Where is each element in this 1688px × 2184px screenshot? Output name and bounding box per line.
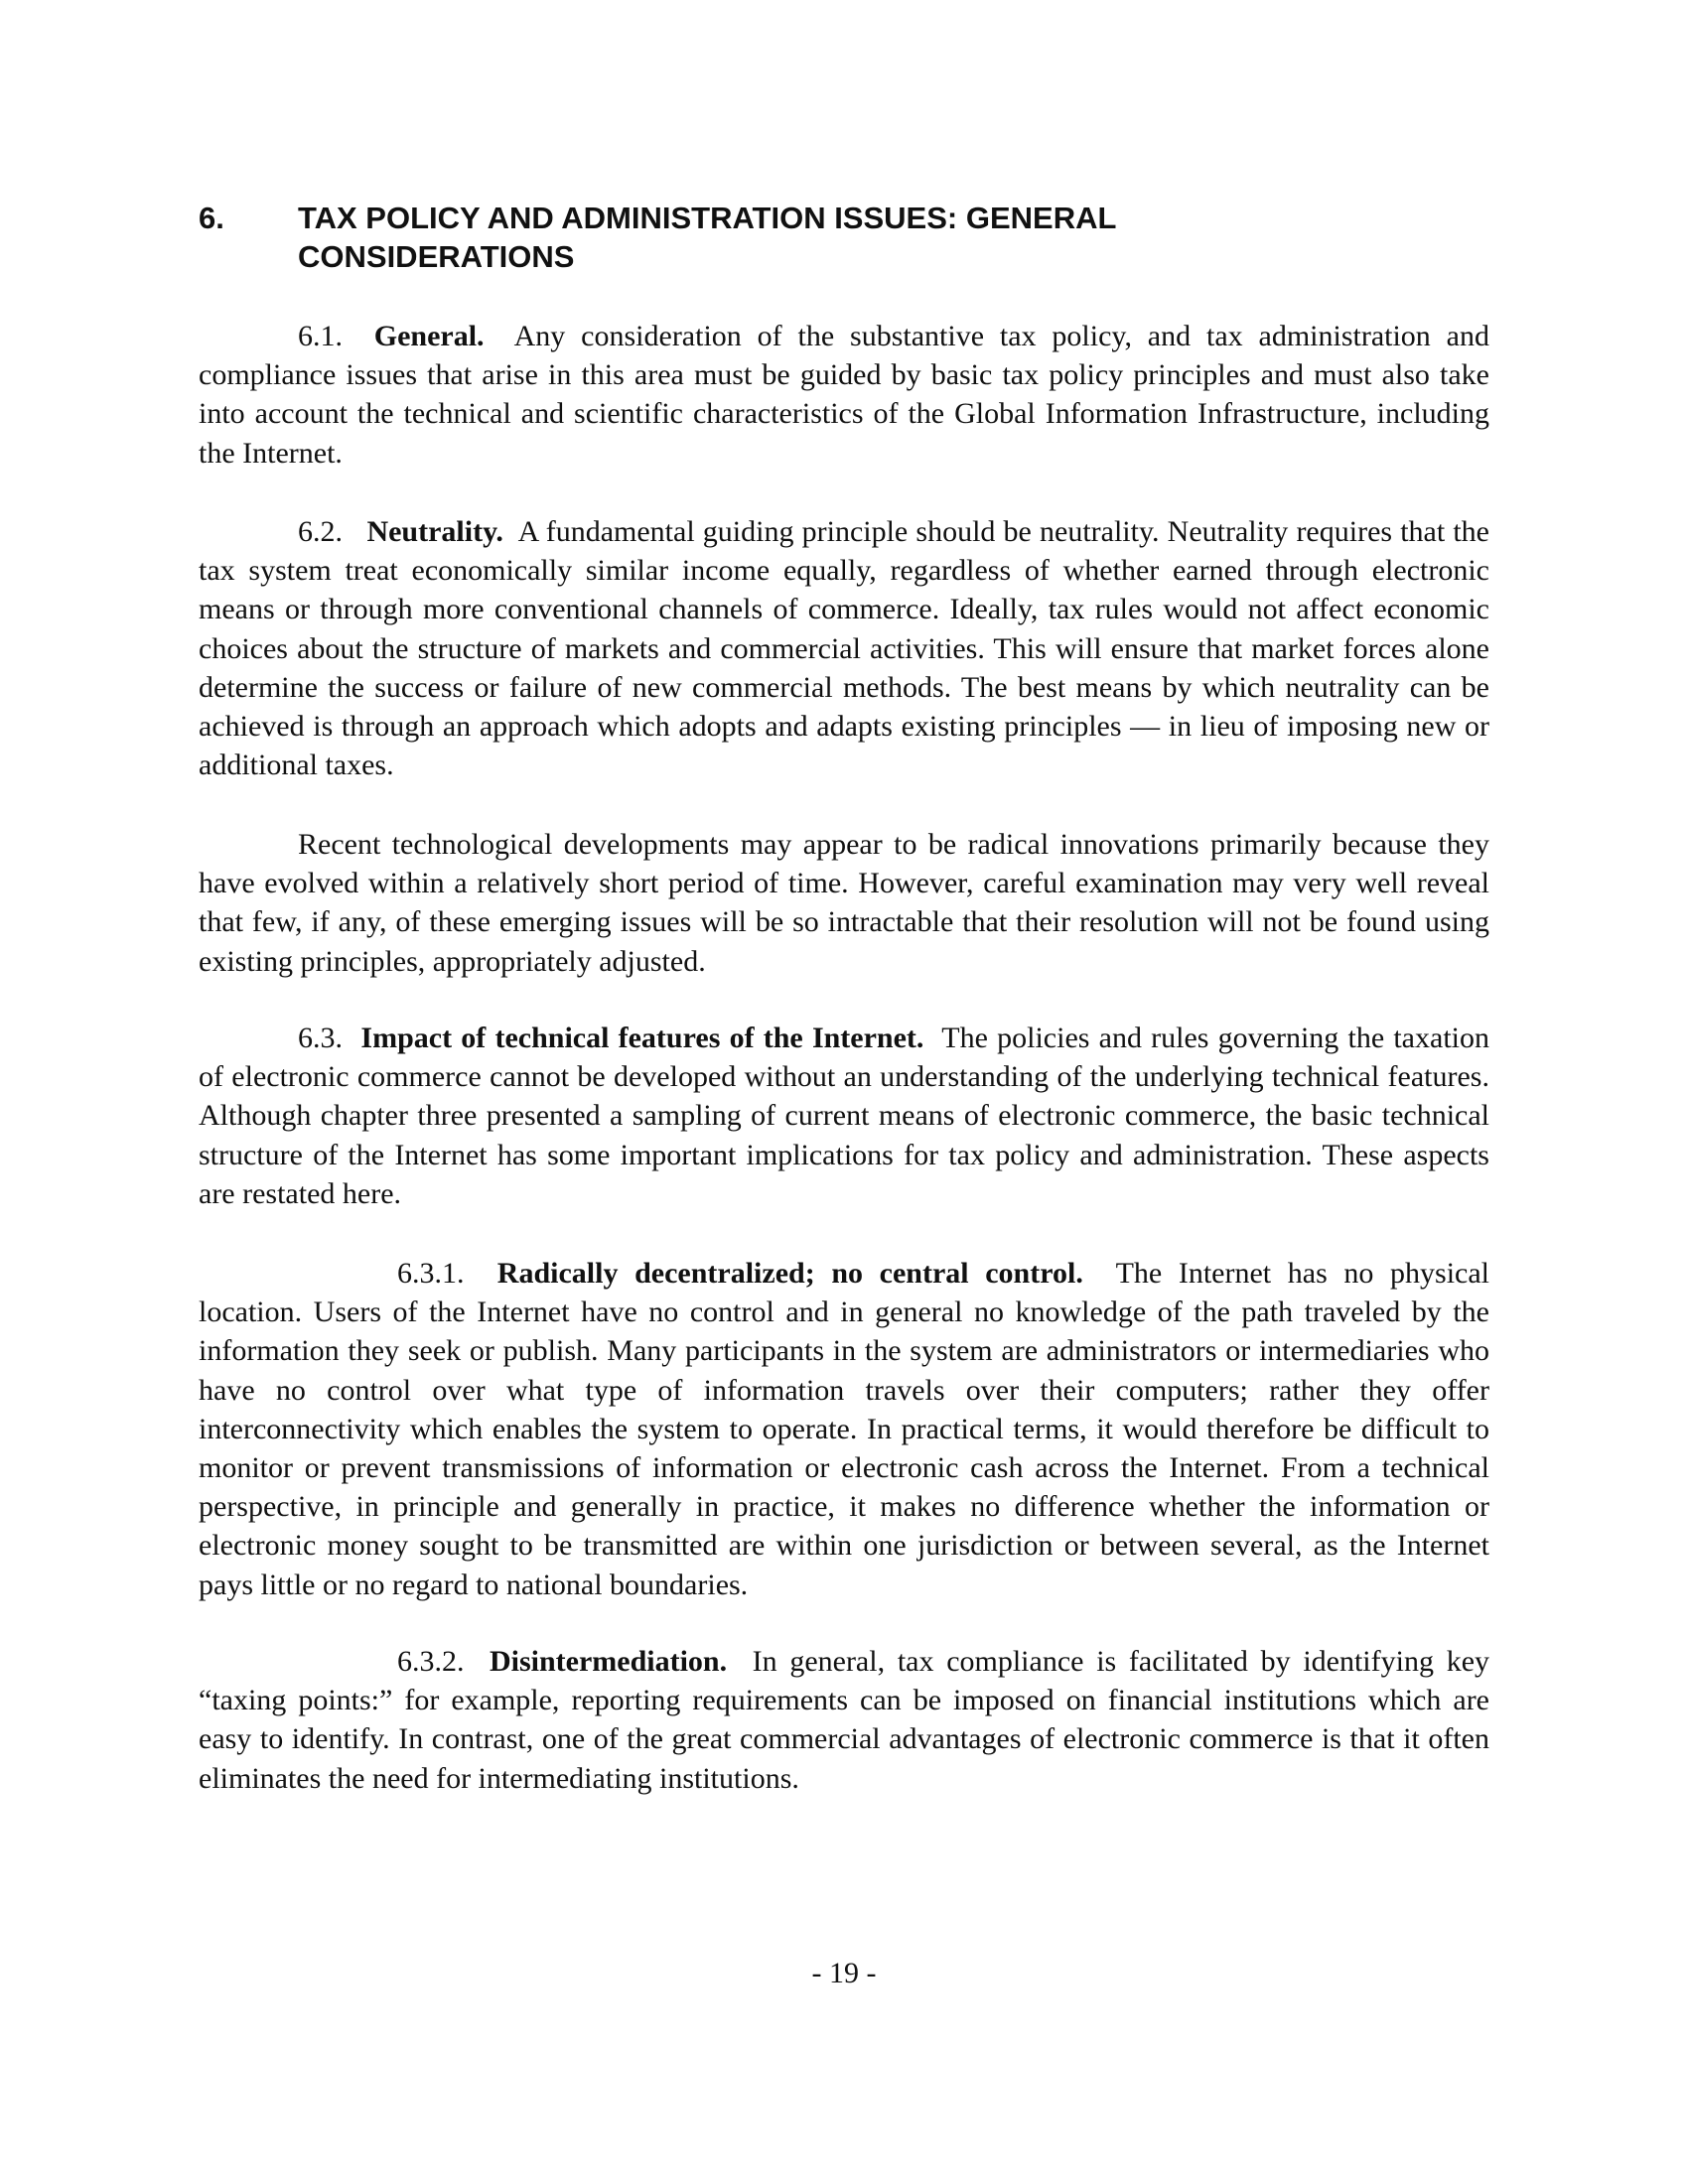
paragraph-text: Any consideration of the substantive tax policy, and tax administration and compliance issues that arise in this area must be guided by basic tax policy principles and must also take into account the technical and scientific characteristics of the Global Information Infrastructure, including the Internet. xyxy=(199,320,1489,470)
paragraph-text: In general, tax compliance is facilitated by identifying key “taxing points:” for example, reporting requirements can be imposed on financial institutions which are easy to identify. In contrast, one of the great commercial advantages of electronic commerce is that it often eliminates the need for intermediating institutions. xyxy=(199,1645,1490,1795)
paragraph-6-3-2 xyxy=(199,1642,1489,1798)
paragraph-number: 6.3.2. xyxy=(397,1645,465,1678)
paragraph-heading: Neutrality. xyxy=(366,515,503,548)
paragraph-number: 6.3. xyxy=(298,1022,343,1054)
section-number: 6. xyxy=(199,201,224,235)
paragraph-heading: Disintermediation. xyxy=(489,1645,728,1678)
paragraph-heading: Impact of technical features of the Internet. xyxy=(360,1022,924,1054)
paragraph-heading: General. xyxy=(373,320,485,352)
section-title: TAX POLICY AND ADMINISTRATION ISSUES: GENERAL CONSIDERATIONS xyxy=(298,201,1116,274)
paragraph-number: 6.2. xyxy=(298,515,343,548)
paragraph-6-3-1 xyxy=(199,1254,1489,1604)
paragraph-text: Recent technological developments may appear to be radical innovations primarily because they have evolved within a relatively short period of time. However, careful examination may very well reveal that few, if any, of these emerging issues will be so intractable that their resolution will not be found using existing principles, appropriately adjusted. xyxy=(199,828,1489,978)
paragraph-text: The policies and rules governing the taxation of electronic commerce cannot be developed without an understanding of the underlying technical features. Although chapter three presented a sampling of current means of electronic commerce, the basic technical structure of the Internet has some important implications for tax policy and administration. These aspects are restated here. xyxy=(199,1022,1489,1210)
paragraph-heading: Radically decentralized; no central control. xyxy=(496,1257,1083,1290)
paragraph-number: 6.1. xyxy=(298,320,343,352)
paragraph-6-3 xyxy=(199,1019,1489,1213)
page-number: - 19 - xyxy=(811,1957,877,1989)
paragraph-6-2 xyxy=(199,512,1489,784)
paragraph-6-2-continued xyxy=(199,825,1489,981)
paragraph-6-1 xyxy=(199,317,1489,473)
paragraph-text: The Internet has no physical location. Users of the Internet have no control and in general no knowledge of the path traveled by the information they seek or publish. Many participants in the system are administrators or intermediaries who have no control over what type of information travels over their computers; rather they offer interconnectivity which enables the system to operate. In practical terms, it would therefore be difficult to monitor or prevent transmissions of information or electronic cash across the Internet. From a technical perspective, in principle and generally in practice, it makes no difference whether the information or electronic money sought to be transmitted are within one jurisdiction or between several, as the Internet pays little or no regard to national boundaries. xyxy=(199,1257,1490,1601)
paragraph-text: A fundamental guiding principle should be neutrality. Neutrality requires that the tax system treat economically similar income equally, regardless of whether earned through electronic means or through more conventional channels of commerce. Ideally, tax rules would not affect economic choices about the structure of markets and commercial activities. This will ensure that market forces alone determine the success or failure of new commercial methods. The best means by which neutrality can be achieved is through an approach which adopts and adapts existing principles — in lieu of imposing new or additional taxes. xyxy=(199,515,1489,782)
paragraph-number: 6.3.1. xyxy=(397,1257,465,1290)
